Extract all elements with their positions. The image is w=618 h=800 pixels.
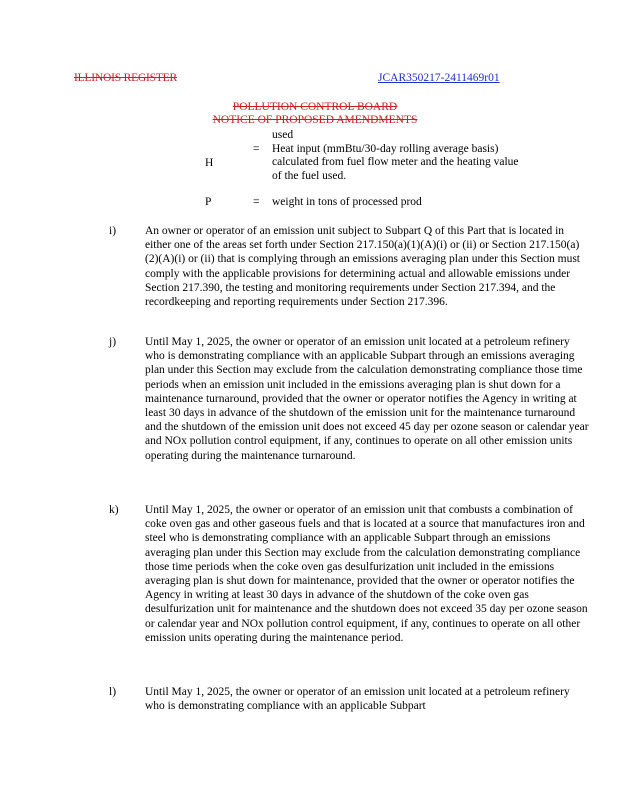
paragraph-k	[109, 503, 589, 645]
paragraph-i	[109, 224, 589, 309]
variable-definitions	[205, 129, 585, 210]
paragraph-text: An owner or operator of an emission unit subject to Subpart Q of this Part that is located in either one of the areas set forth under Section 217.150(a)(1)(A)(i) or (ii) or Section 217.150(a)(2)(A)(i) or (ii) that is complying through an emissions averaging plan under this Section must comply with the applicable provisions for determining actual and allowable emissions under Section 217.390, the testing and monitoring requirements under Section 217.394, and the recordkeeping and reporting requirements under Section 217.396.	[145, 225, 581, 309]
board-title: POLLUTION CONTROL BOARD	[232, 101, 398, 113]
paragraph-l	[109, 685, 589, 713]
paragraph-j	[109, 335, 589, 463]
paragraph-text: Until May 1, 2025, the owner or operator of an emission unit located at a petroleum refinery who is demonstrating compliance with an applicable Subpart	[145, 686, 570, 713]
definition-text-line: of the fuel used.	[272, 169, 347, 182]
paragraph-label: i)	[109, 225, 117, 237]
paragraph-label: j)	[109, 336, 117, 348]
paragraph-text: Until May 1, 2025, the owner or operator of an emission unit located at a petroleum refinery who is demonstrating compliance with an applicable Subpart through an emissions averaging plan under this Section may exclude from the calculation demonstrating compliance those time periods when an emission unit included in the emissions averaging plan is shut down for a maintenance turnaround, provided that the owner or operator notifies the Agency in writing at least 30 days in advance of the shutdown of the emission unit for the maintenance turnaround and the shutdown of the emission unit does not exceed 45 day per ozone season or calendar year and NOx pollution control equipment, if any, continues to operate on all other emission units operating during the maintenance turnaround.	[145, 336, 589, 462]
paragraph-label: l)	[109, 686, 117, 698]
equals-sign: =	[253, 142, 260, 155]
definition-text-line: Heat input (mmBtu/30-day rolling average basis)	[272, 142, 499, 155]
definition-text-line: calculated from fuel flow meter and the heating value	[272, 156, 519, 168]
notice-title: NOTICE OF PROPOSED AMENDMENTS	[212, 114, 418, 126]
register-header: ILLINOIS REGISTER	[74, 72, 177, 84]
definition-symbol: H	[205, 156, 214, 169]
jcar-code: JCAR350217-2411469r01	[378, 72, 500, 84]
definition-text-line: weight in tons of processed prod	[272, 196, 422, 208]
definition-row-p	[205, 196, 585, 210]
equals-sign: =	[253, 196, 260, 208]
paragraph-text: Until May 1, 2025, the owner or operator of an emission unit that combusts a combination of coke oven gas and other gaseous fuels and that is located at a source that manufactures iron and steel who is demonstrating compliance with an applicable Subpart through an emissions averaging plan under this Section may exclude from the calculation demonstrating compliance those time periods when the coke oven gas desulfurization unit included in the emissions averaging plan is shut down for maintenance, provided that the owner or operator notifies the Agency in writing at least 30 days in advance of the shutdown of the coke oven gas desulfurization unit for maintenance and the shutdown does not exceed 35 day per ozone season or calendar year and NOx pollution control equipment, if any, continues to operate on all other emission units operating during the maintenance period.	[145, 504, 588, 644]
paragraph-label: k)	[109, 504, 119, 516]
definition-text: used	[272, 129, 294, 141]
definition-symbol: P	[205, 196, 212, 208]
definition-row-h	[205, 143, 585, 184]
definition-row	[205, 129, 585, 143]
